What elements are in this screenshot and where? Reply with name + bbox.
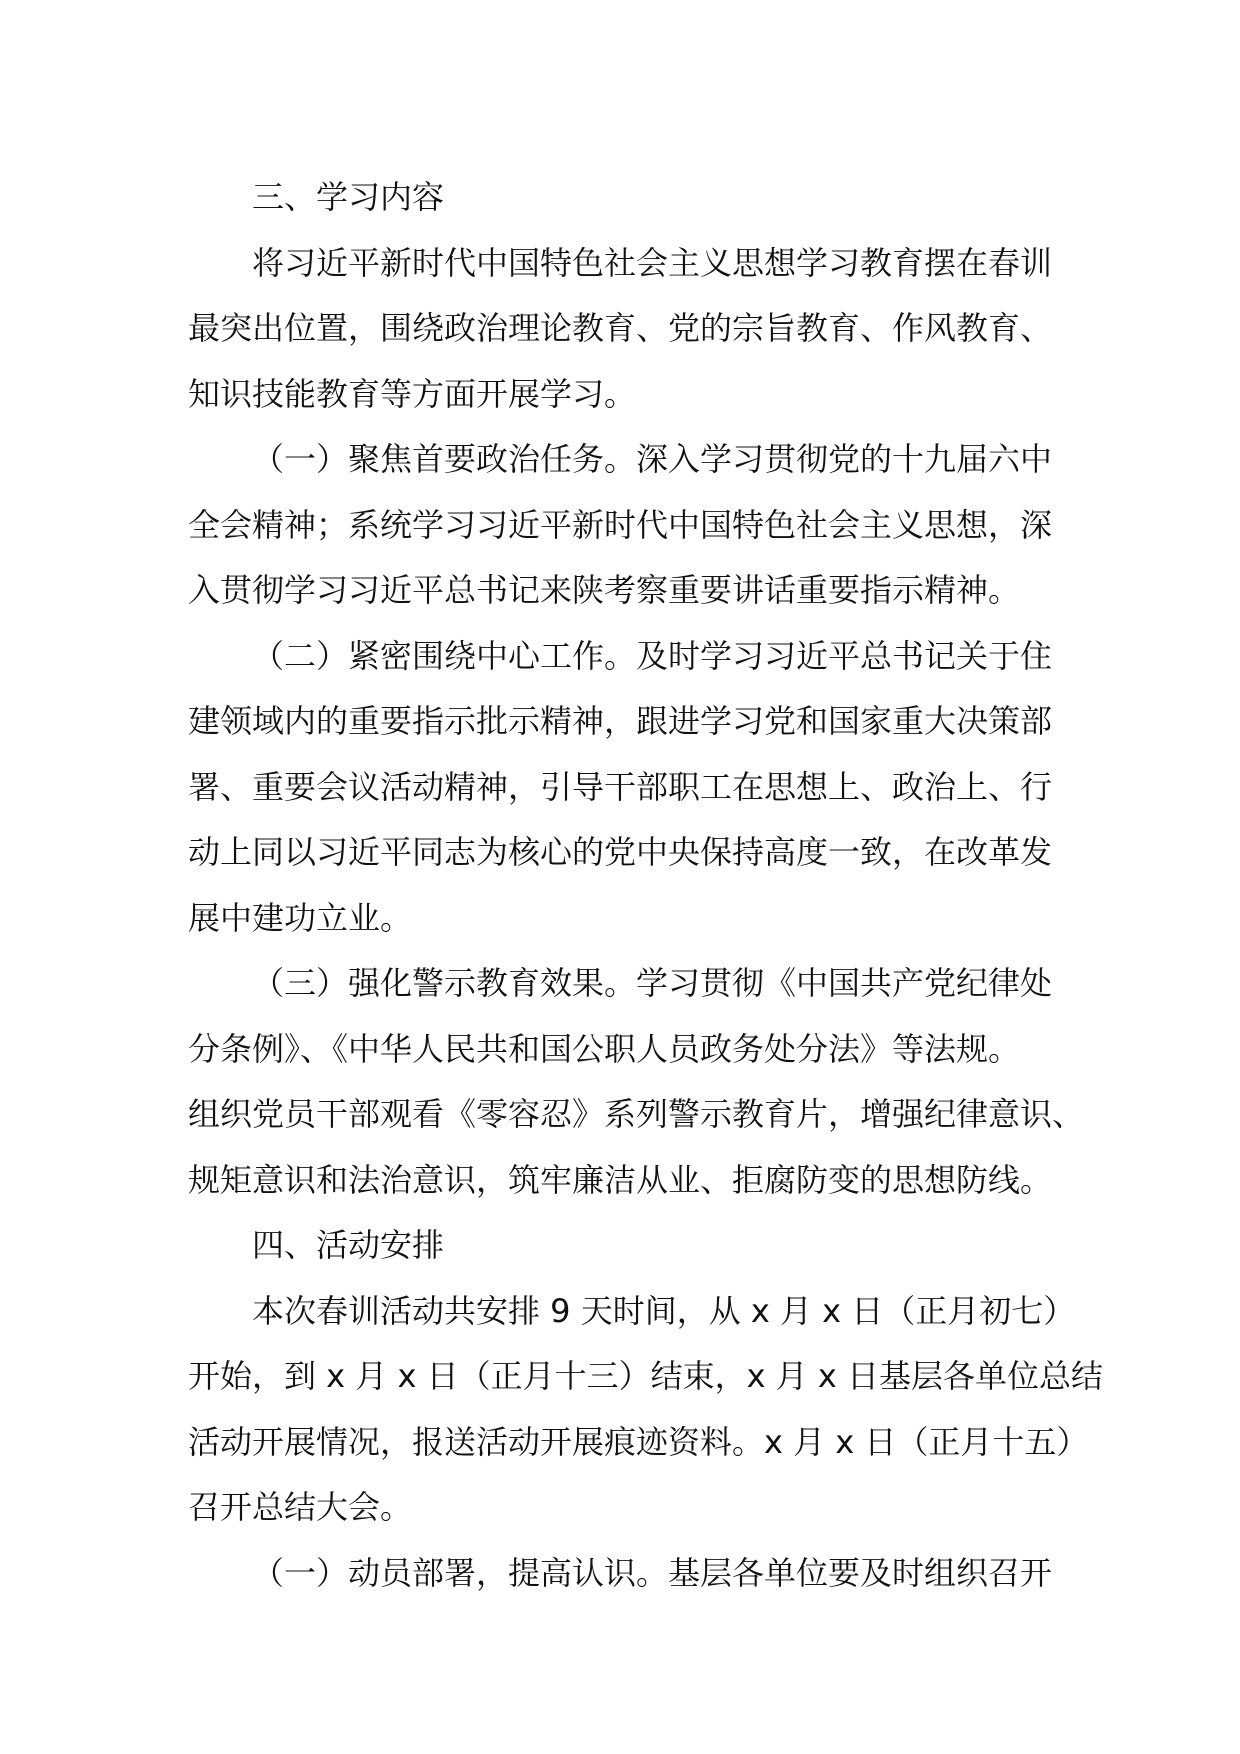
paragraph-line: （三）强化警示教育效果。学习贯彻《中国共产党纪律处 [252,964,1053,1002]
paragraph-line: 动上同以习近平同志为核心的党中央保持高度一致，在改革发 [188,833,1053,871]
paragraph-line: 展中建功立业。 [188,898,413,937]
paragraph-line: 分条例》、《中华人民共和国公职人员政务处分法》等法规。 [188,1029,1021,1068]
paragraph-line: 活动开展情况，报送活动开展痕迹资料。x 月 x 日（正月十五） [188,1422,1089,1461]
paragraph-line: 知识技能教育等方面开展学习。 [188,374,637,413]
section-heading-activity-arrangement: 四、活动安排 [252,1226,445,1264]
paragraph-line: 组织党员干部观看《零容忍》系列警示教育片，增强纪律意识、 [188,1095,1085,1133]
paragraph-line: （二）紧密围绕中心工作。及时学习习近平总书记关于住 [252,636,1053,675]
paragraph-line: 本次春训活动共安排 9 天时间，从 x 月 x 日（正月初七） [252,1291,1076,1330]
paragraph-line: 署、重要会议活动精神，引导干部职工在思想上、政治上、行 [188,767,1053,806]
paragraph-line: 召开总结大会。 [188,1488,413,1526]
paragraph-line: 全会精神；系统学习习近平新时代中国特色社会主义思想，深 [188,505,1053,544]
paragraph-line: 开始，到 x 月 x 日（正月十三）结束，x 月 x 日基层各单位总结 [188,1357,1103,1395]
section-heading-learning-content: 三、学习内容 [252,178,445,216]
document-body [188,165,1103,1606]
paragraph-line: （一）聚焦首要政治任务。深入学习贯彻党的十九届六中 [252,440,1053,478]
paragraph-line: （一）动员部署，提高认识。基层各单位要及时组织召开 [252,1553,1053,1592]
paragraph-line: 规矩意识和法治意识，筑牢廉洁从业、拒腐防变的思想防线。 [188,1160,1053,1199]
paragraph-line: 将习近平新时代中国特色社会主义思想学习教育摆在春训 [252,243,1053,282]
paragraph-line: 最突出位置，围绕政治理论教育、党的宗旨教育、作风教育、 [188,309,1053,347]
paragraph-line: 入贯彻学习习近平总书记来陕考察重要讲话重要指示精神。 [188,571,1021,609]
paragraph-line: 建领域内的重要指示批示精神，跟进学习党和国家重大决策部 [188,702,1053,740]
